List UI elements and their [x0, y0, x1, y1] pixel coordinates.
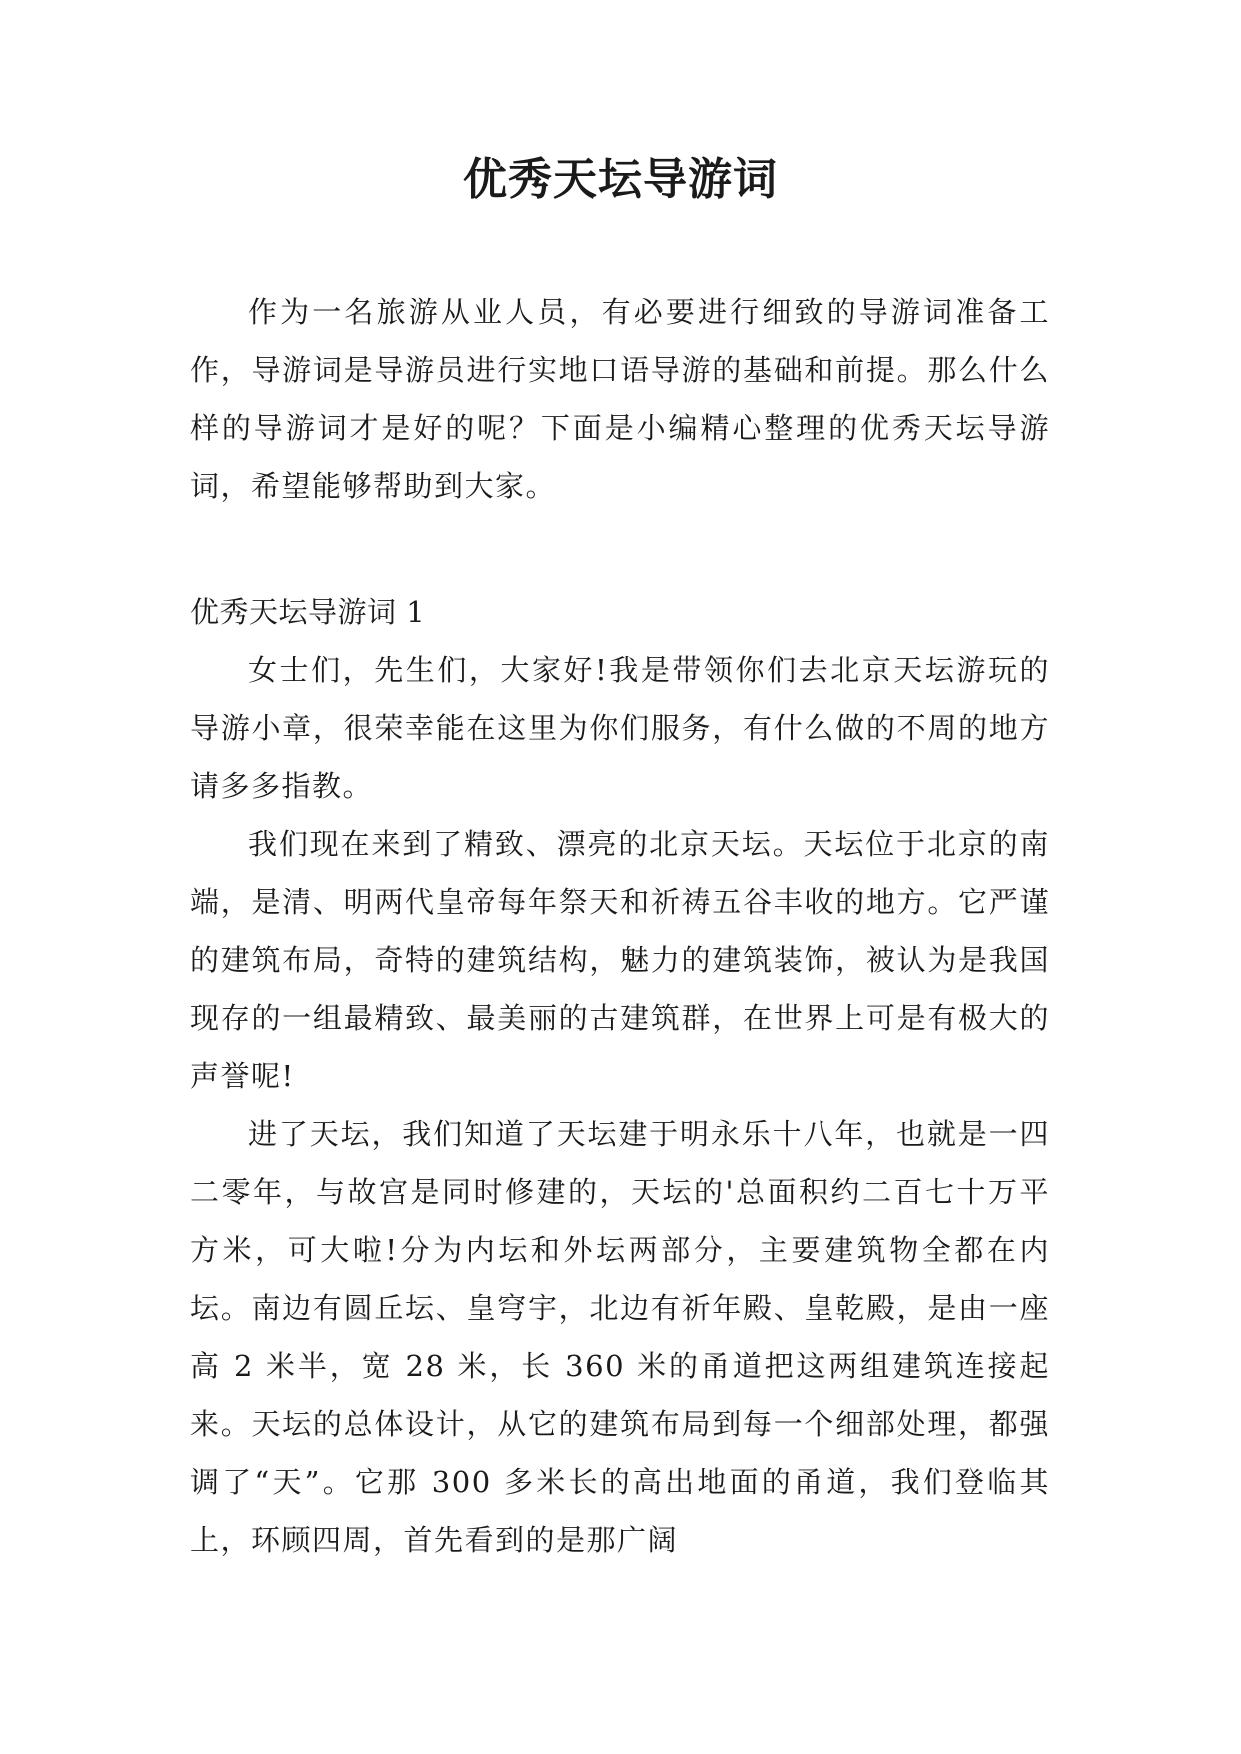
- body-paragraph: 女士们，先生们，大家好!我是带领你们去北京天坛游玩的导游小章，很荣幸能在这里为你们服务，有什么做的不周的地方请多多指教。: [190, 653, 1050, 803]
- section-block: [190, 583, 1050, 1569]
- section-heading: 优秀天坛导游词 1: [190, 595, 426, 629]
- body-paragraph: 进了天坛，我们知道了天坛建于明永乐十八年，也就是一四二零年，与故宫是同时修建的，天坛的'总面积约二百七十万平方米，可大啦!分为内坛和外坛两部分，主要建筑物全都在内坛。南边有圆丘坛、皇穹宇，北边有祈年殿、皇乾殿，是由一座高 2 米半，宽 28 米，长 360 米的甬道把这两组建筑连接起来。天坛的总体设计，从它的建筑布局到每一个细部处理，都强调了“天”。它那 300 多米长的高出地面的甬道，我们登临其上，环顾四周，首先看到的是那广阔: [190, 1117, 1050, 1557]
- document-title: 优秀天坛导游词: [463, 154, 778, 205]
- intro-block: [190, 283, 1050, 515]
- intro-paragraph: 作为一名旅游从业人员，有必要进行细致的导游词准备工作，导游词是导游员进行实地口语导游的基础和前提。那么什么样的导游词才是好的呢？下面是小编精心整理的优秀天坛导游词，希望能够帮助到大家。: [190, 295, 1050, 503]
- body-paragraph: 我们现在来到了精致、漂亮的北京天坛。天坛位于北京的南端，是清、明两代皇帝每年祭天和祈祷五谷丰收的地方。它严谨的建筑布局，奇特的建筑结构，魅力的建筑装饰，被认为是我国现存的一组最精致、最美丽的古建筑群，在世界上可是有极大的声誉呢!: [190, 827, 1050, 1093]
